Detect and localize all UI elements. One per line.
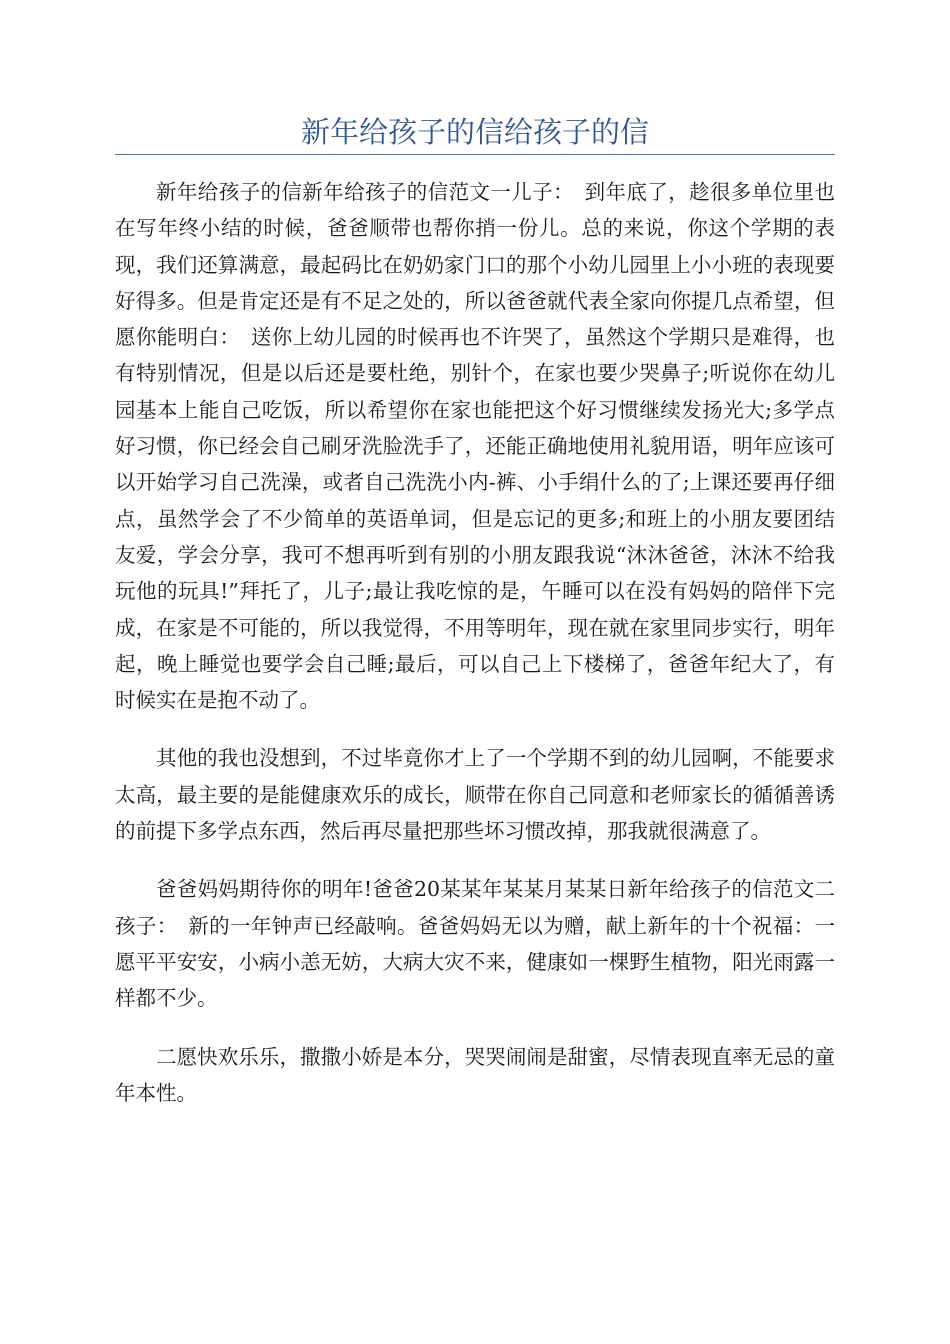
document-body [115,174,835,1133]
paragraph-1: 新年给孩子的信新年给孩子的信范文一儿子： 到年底了，趁很多单位里也在写年终小结的时候，爸爸顺带也帮你捎一份儿。总的来说，你这个学期的表现，我们还算满意，最起码比在奶奶家门口的那个小幼儿园里上小小班的表现要好得多。但是肯定还是有不足之处的，所以爸爸就代表全家向你提几点希望，但愿你能明白： 送你上幼儿园的时候再也不许哭了，虽然这个学期只是难得，也有特别情况，但是以后还是要杜绝，别针个，在家也要少哭鼻子;听说你在幼儿园基本上能自己吃饭，所以希望你在家也能把这个好习惯继续发扬光大;多学点好习惯，你已经会自己刷牙洗脸洗手了，还能正确地使用礼貌用语，明年应该可以开始学习自己洗澡，或者自己洗洗小内-裤、小手绢什么的了;上课还要再仔细点，虽然学会了不少简单的英语单词，但是忘记的更多;和班上的小朋友要团结友爱，学会分享，我可不想再听到有别的小朋友跟我说“沐沐爸爸，沐沐不给我玩他的玩具!”拜托了，儿子;最让我吃惊的是，午睡可以在没有妈妈的陪伴下完成，在家是不可能的，所以我觉得，不用等明年，现在就在家里同步实行，明年起，晚上睡觉也要学会自己睡;最后，可以自己上下楼梯了，爸爸年纪大了，有时候实在是抱不动了。 [115,180,835,713]
paragraph-2: 其他的我也没想到，不过毕竟你才上了一个学期不到的幼儿园啊，不能要求太高，最主要的是能健康欢乐的成长，顺带在你自己同意和老师家长的循循善诱的前提下多学点东西，然后再尽量把那些坏习惯改掉，那我就很满意了。 [115,746,835,844]
paragraph-3: 爸爸妈妈期待你的明年!爸爸20某某年某某月某某日新年给孩子的信范文二孩子： 新的一年钟声已经敲响。爸爸妈妈无以为赠，献上新年的十个祝福：一愿平平安安，小病小恙无妨，大病大灾不来，健康如一棵野生植物，阳光雨露一样都不少。 [115,877,835,1011]
document-title: 新年给孩子的信给孩子的信 [300,115,649,149]
title-underline [115,154,835,155]
paragraph-4: 二愿快欢乐乐，撒撒小娇是本分，哭哭闹闹是甜蜜，尽情表现直率无忌的童年本性。 [115,1044,835,1105]
